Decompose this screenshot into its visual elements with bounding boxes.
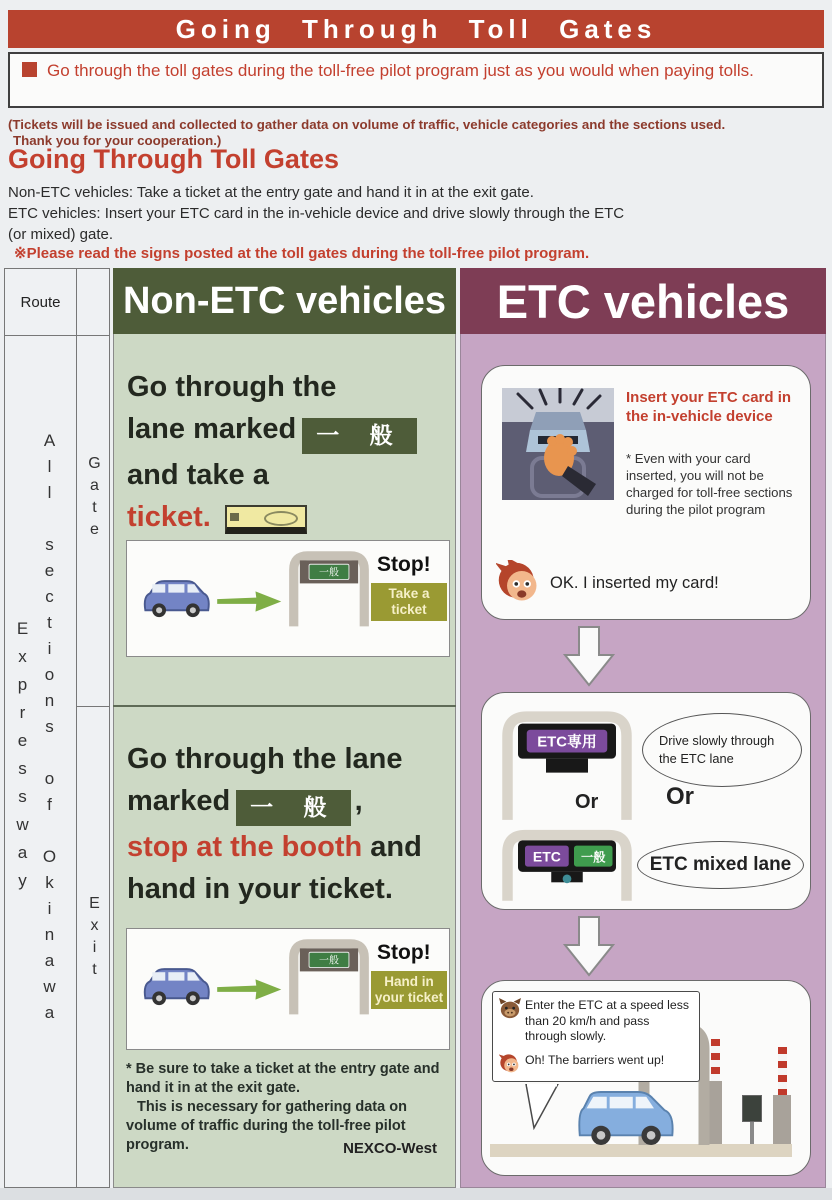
gate-exit-column <box>77 268 110 1188</box>
car-icon <box>139 575 213 621</box>
arrow-right-icon <box>217 589 283 614</box>
non-etc-header: Non-ETC vehicles <box>113 268 456 334</box>
etc-gate-dedicated-icon <box>497 706 637 820</box>
gate-label: Gate <box>86 455 103 543</box>
or-label-right: Or <box>666 783 695 810</box>
speech-bubble-tail <box>524 1084 560 1130</box>
insert-card-title: Insert your ETC card in the in-vehicle device <box>626 389 792 425</box>
etc-dedicated-sign-text: ETC専用 <box>537 734 597 751</box>
car-icon <box>139 963 213 1009</box>
exit-step-line1: Go through the lane <box>127 743 403 775</box>
route-header: Route <box>5 269 76 336</box>
exit-step-line3: stop at the booth and <box>127 831 422 863</box>
ticket-icon <box>225 505 307 534</box>
speech-bubble <box>492 991 700 1082</box>
driver-face-icon <box>499 1053 521 1075</box>
footnote-line2: This is necessary for gathering data on volume of traffic during the toll-free pilot program. <box>126 1099 407 1153</box>
section-heading: Going Through Toll Gates <box>8 144 339 174</box>
exit-row-label-cell <box>77 706 109 1187</box>
instruction-etc-line1: ETC vehicles: Insert your ETC card in the in-vehicle device and drive slowly through the ETC <box>8 205 625 222</box>
take-ticket-badge: Take a ticket <box>371 583 447 621</box>
gate-step-line1: Go through the <box>127 371 337 403</box>
lead-text: Go through the toll gates during the toll-free pilot program just as you would when paying tolls. <box>47 61 754 80</box>
gate-exit-header-empty <box>77 269 109 336</box>
gate-step-text <box>127 366 417 538</box>
lead-box <box>8 52 824 108</box>
exit-step-text <box>127 738 422 910</box>
driver-face-icon <box>496 560 542 606</box>
exit-step-line4: hand in your ticket. <box>127 873 393 905</box>
route-label-side: Expressway <box>13 619 32 899</box>
exit-illustration <box>126 928 450 1050</box>
drive-slowly-bubble: Drive slowly through the ETC lane <box>642 713 802 787</box>
instructions <box>8 182 624 245</box>
exit-step-line2: marked 一 般 , <box>127 780 422 826</box>
etc-mixed-lane-bubble: ETC mixed lane <box>637 841 804 889</box>
gate-step-line4: ticket. <box>127 496 417 538</box>
route-column <box>4 268 77 1188</box>
speech-row-1 <box>499 998 693 1045</box>
tickets-note-line2: Thank you for your cooperation.) <box>13 132 222 148</box>
toll-gate-table <box>4 268 826 1188</box>
toll-gate-icon <box>283 937 375 1015</box>
down-arrow-icon <box>561 915 617 977</box>
gate-step-line2: lane marked 一 般 <box>127 408 417 454</box>
etc-step1-card <box>481 365 811 620</box>
lane-sign-badge: 一 般 <box>302 418 416 454</box>
stop-label: Stop! <box>377 553 431 576</box>
gate-step-line3: and take a <box>127 459 269 491</box>
speech-row-2 <box>499 1053 693 1075</box>
roadside-sign-pole <box>750 1122 754 1144</box>
signs-note: ※Please read the signs posted at the toll gates during the toll-free pilot program. <box>14 245 590 262</box>
route-label-main: All sections of Okinawa <box>40 431 59 1029</box>
hand-ticket-badge: Hand in your ticket <box>371 971 447 1009</box>
insert-card-note: * Even with your card inserted, you will not be charged for toll-free sections during the pilot program <box>626 451 793 517</box>
speech-text-2: Oh! The barriers went up! <box>525 1052 665 1067</box>
gate-illustration <box>126 540 450 657</box>
ok-row <box>496 560 719 606</box>
non-etc-body <box>113 334 456 1188</box>
lane-sign-badge: 一 般 <box>236 790 350 826</box>
stop-label: Stop! <box>377 941 431 964</box>
barrier-post-icon <box>773 1095 791 1144</box>
footnote-line1: * Be sure to take a ticket at the entry gate and hand it in at the exit gate. <box>126 1061 440 1096</box>
page-title: Going Through Toll Gates <box>8 10 824 48</box>
down-arrow-icon <box>561 625 617 687</box>
arrow-right-icon <box>217 977 283 1002</box>
roadside-sign-icon <box>742 1095 762 1122</box>
etc-header: ETC vehicles <box>460 268 826 334</box>
row-divider <box>113 705 456 707</box>
gate-row-label-cell <box>77 335 109 706</box>
page-bottom-margin <box>0 1188 832 1200</box>
etc-gate-mixed-icon <box>497 826 637 901</box>
van-icon <box>574 1087 680 1149</box>
barrier-pole-icon <box>778 1047 787 1097</box>
etc-body <box>460 334 826 1188</box>
gate-sign-text: 一般 <box>319 955 339 967</box>
etc-column <box>460 268 826 1188</box>
etc-step3-card <box>481 980 811 1176</box>
toll-gate-icon <box>283 549 375 627</box>
boar-face-icon <box>499 998 521 1020</box>
exit-label: Exit <box>86 895 103 983</box>
ok-text: OK. I inserted my card! <box>550 573 719 592</box>
gate-sign-text: 一般 <box>319 567 339 579</box>
nexco-signature: NEXCO-West <box>343 1140 437 1157</box>
etc-mixed-sign-etc-text: ETC <box>532 848 561 865</box>
speech-text-1: Enter the ETC at a speed less than 20 km/h and pass through slowly. <box>525 998 690 1043</box>
etc-mixed-sign-lane-text: 一般 <box>581 850 606 865</box>
or-label-left: Or <box>575 791 599 813</box>
instruction-etc-line2: (or mixed) gate. <box>8 226 114 243</box>
etc-device-icon <box>502 388 614 500</box>
red-square-bullet-icon <box>22 62 37 77</box>
non-etc-column <box>113 268 456 1188</box>
tickets-note-line1: (Tickets will be issued and collected to gather data on volume of traffic, vehicle categories and the sections used. <box>8 117 726 132</box>
instruction-non-etc: Non-ETC vehicles: Take a ticket at the entry gate and hand it in at the exit gate. <box>8 184 534 201</box>
etc-step2-card <box>481 692 811 910</box>
